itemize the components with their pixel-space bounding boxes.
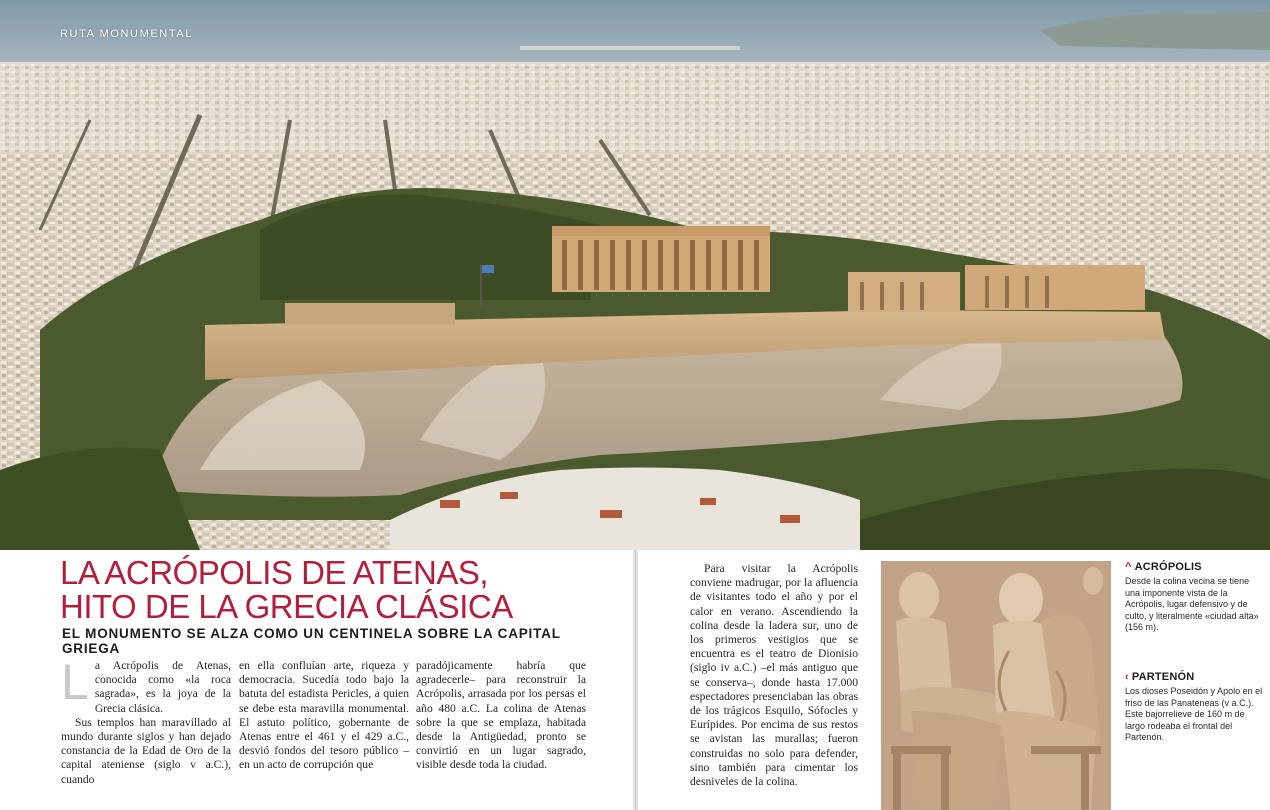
caption-acropolis	[1125, 561, 1265, 634]
body-column-2	[239, 659, 409, 773]
caption-partenon	[1125, 671, 1265, 744]
title-line-1: LA ACRÓPOLIS DE ATENAS,	[60, 554, 489, 591]
body-paragraph: Para visitar la Acrópolis conviene madrugar, por la afluencia de visitantes todo el año y por el calor en verano. Ascendiendo la colina desde la ladera sur, uno de los primeros vestigios que se encuentra es el teatro de Dionisio (siglo iv a.C.) –el más antiguo que se conserva–, donde hasta 17.000 espectadores presenciaban las obras de los trágicos Esquilo, Sófocles y Eurípides. Por encima de sus restos se avistan las murallas; fueron construidas no solo para defender, sino también para cimentar los desniveles de la colina.	[690, 562, 858, 789]
title-line-2: HITO DE LA GRECIA CLÁSICA	[60, 588, 513, 625]
caption-heading-text: PARTENÓN	[1131, 671, 1195, 683]
body-column-1	[61, 654, 231, 787]
article-subtitle: EL MONUMENTO SE ALZA COMO UN CENTINELA SOBRE LA CAPITAL GRIEGA	[62, 626, 561, 656]
caption-heading	[1125, 671, 1265, 683]
chevron-up-icon: ^	[1125, 561, 1132, 573]
parthenon-frieze-photo	[881, 561, 1111, 810]
frieze-illustration	[881, 561, 1111, 810]
body-paragraph: en ella confluían arte, riqueza y democracia. Sucedía todo bajo la batuta del estadista Pericles, a quien se debe esta maravilla monumental. El astuto político, gobernante de Atenas entre el 461 y el 429 a.C., desvió fondos del tesoro público –en un acto de corrupción que	[239, 659, 409, 772]
body-paragraph: paradójicamente habría que agradecerle– para reconstruir la Acrópolis, arrasada por los persas el año 480 a.C. La colina de Atenas sobre la que se emplaza, habitada desde la Antigüedad, pronto se convirtió en un lugar sagrado, visible desde toda la ciudad.	[416, 659, 586, 772]
chevron-left-icon: ‹	[1125, 671, 1129, 683]
caption-text: Los dioses Poseidón y Apolo en el friso de las Panateneas (v a.C.). Este bajorrelieve de 160 m de largo rodeaba el frontal del Partenón.	[1125, 686, 1263, 743]
body-column-4	[690, 562, 858, 789]
article-title	[60, 556, 620, 624]
section-label: RUTA MONUMENTAL	[60, 28, 193, 40]
caption-text: Desde la colina vecina se tiene una imponente vista de la Acrópolis, lugar defensivo y de culto, y literalmente «ciudad alta» (156 m).	[1125, 576, 1259, 633]
body-paragraph: a Acrópolis de Atenas, conocida como «la roca sagrada», es la joya de la Grecia clásica.	[94, 659, 231, 715]
caption-heading	[1125, 561, 1265, 573]
caption-heading-text: ACRÓPOLIS	[1134, 561, 1202, 573]
drop-cap: L	[61, 654, 89, 710]
body-paragraph: Sus templos han maravillado al mundo durante siglos y han dejado constancia de la Edad de Oro de la capital ateniense (siglo v a.C.), cuando	[61, 715, 231, 786]
page-gutter	[633, 550, 638, 810]
body-column-3	[416, 659, 586, 773]
